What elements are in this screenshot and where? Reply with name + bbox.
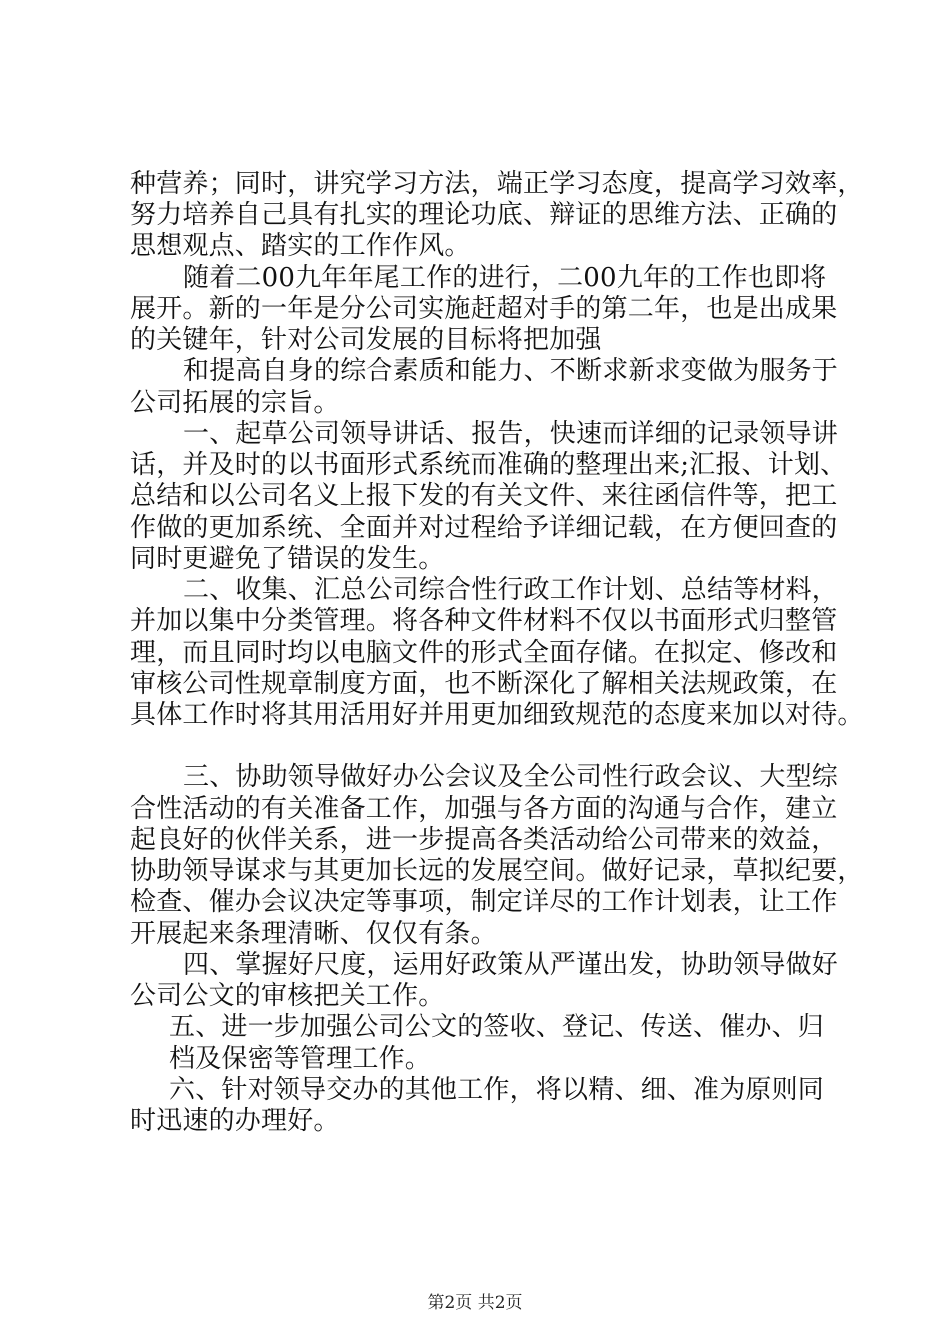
body-line-12: 作做的更加系统、全面并对过程给予详细记载，在方便回查的 xyxy=(130,513,838,543)
body-line-10: 话，并及时的以书面形式系统而准确的整理出来;汇报、计划、 xyxy=(130,450,847,480)
body-line-23: 检查、催办会议决定等事项，制定详尽的工作计划表，让工作 xyxy=(130,887,838,917)
body-line-14: 二、收集、汇总公司综合性行政工作计划、总结等材料， xyxy=(183,575,839,605)
body-line-18: 具体工作时将其用活用好并用更加细致规范的态度来加以对待。 xyxy=(130,700,864,730)
page-footer: 第2页 共2页 xyxy=(427,1293,523,1313)
body-line-20: 合性活动的有关准备工作，加强与各方面的沟通与合作，建立 xyxy=(130,794,838,824)
body-line-15: 并加以集中分类管理。将各种文件材料不仅以书面形式归整管 xyxy=(130,606,838,636)
body-line-8: 公司拓展的宗旨。 xyxy=(130,388,340,418)
body-line-13: 同时更避免了错误的发生。 xyxy=(130,544,445,574)
body-line-6: 的关键年，针对公司发展的目标将把加强 xyxy=(130,325,602,355)
body-line-3: 思想观点、踏实的工作作风。 xyxy=(130,231,471,261)
body-line-1: 种营养；同时，讲究学习方法，端正学习态度，提高学习效率， xyxy=(130,169,864,199)
body-line-22: 协助领导谋求与其更加长远的发展空间。做好记录，草拟纪要， xyxy=(130,856,864,886)
body-line-25: 四、掌握好尺度，运用好政策从严谨出发，协助领导做好 xyxy=(183,950,839,980)
body-line-19: 三、协助领导做好办公会议及全公司性行政会议、大型综 xyxy=(183,762,839,792)
body-line-26: 公司公文的审核把关工作。 xyxy=(130,981,445,1011)
body-line-21: 起良好的伙伴关系，进一步提高各类活动给公司带来的效益， xyxy=(130,825,838,855)
body-line-30: 时迅速的办理好。 xyxy=(130,1106,340,1136)
body-line-2: 努力培养自己具有扎实的理论功底、辩证的思维方法、正确的 xyxy=(130,200,838,230)
body-line-27: 五、进一步加强公司公文的签收、登记、传送、催办、归 xyxy=(169,1012,825,1042)
body-line-5: 展开。新的一年是分公司实施赶超对手的第二年，也是出成果 xyxy=(130,294,838,324)
body-line-28: 档及保密等管理工作。 xyxy=(169,1044,432,1074)
body-line-24: 开展起来条理清晰、仅仅有条。 xyxy=(130,919,497,949)
body-line-7: 和提高自身的综合素质和能力、不断求新求变做为服务于 xyxy=(183,356,839,386)
body-line-16: 理，而且同时均以电脑文件的形式全面存储。在拟定、修改和 xyxy=(130,638,838,668)
body-line-9: 一、起草公司领导讲话、报告，快速而详细的记录领导讲 xyxy=(183,419,839,449)
body-line-17: 审核公司性规章制度方面，也不断深化了解相关法规政策，在 xyxy=(130,669,838,699)
body-line-29: 六、针对领导交办的其他工作，将以精、细、准为原则同 xyxy=(169,1075,825,1105)
body-line-4: 随着二00九年年尾工作的进行，二00九年的工作也即将 xyxy=(183,263,827,293)
body-line-11: 总结和以公司名义上报下发的有关文件、来往函信件等，把工 xyxy=(130,481,838,511)
